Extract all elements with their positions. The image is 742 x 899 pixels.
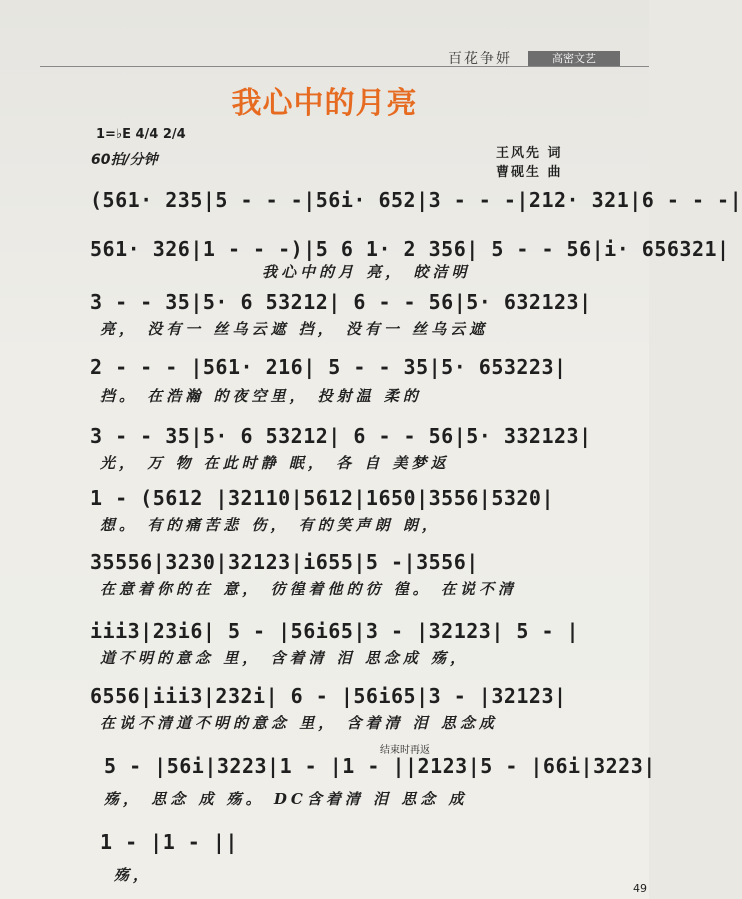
lyric-line: 在意着你的在 意， 彷徨着他的彷 徨。 在说不清 bbox=[100, 580, 517, 598]
header-title: 百花争妍 bbox=[448, 51, 512, 67]
lyric-line: 殇， 思念 成 殇。 DC含着清 泪 思念 成 bbox=[104, 790, 468, 808]
notation-line: 3 - - 35|5· 6 53212| 6 - - 56|5· 332123| bbox=[90, 424, 592, 448]
lyric-line: 想。 有的痛苦悲 伤， 有的笑声朗 朗， bbox=[100, 516, 441, 534]
lyric-line: 在说不清道不明的意念 里， 含着清 泪 思念成 bbox=[100, 714, 498, 732]
header-divider bbox=[40, 66, 649, 67]
notation-line: 3 - - 35|5· 6 53212| 6 - - 56|5· 632123| bbox=[90, 290, 592, 314]
notation-line: 6556|iii3|232i| 6 - |56i65|3 - |32123| bbox=[90, 684, 567, 708]
notation-line: 2 - - - |561· 216| 5 - - 35|5· 653223| bbox=[90, 355, 567, 379]
notation-line: iii3|23i6| 5 - |56i65|3 - |32123| 5 - | bbox=[90, 619, 580, 643]
notation-line: 5 - |56i|3223|1 - |1 - ||2123|5 - |66i|3223| bbox=[104, 754, 656, 778]
lyric-line: 光， 万 物 在此时静 眠， 各 自 美梦返 bbox=[100, 454, 450, 472]
lyric-line: 道不明的意念 里， 含着清 泪 思念成 殇， bbox=[100, 649, 470, 667]
song-title: 我心中的月亮 bbox=[231, 86, 418, 121]
notation-line: 1 - (5612 |32110|5612|1650|3556|5320| bbox=[90, 486, 555, 510]
notation-line: 1 - |1 - || bbox=[100, 830, 238, 854]
notation-line: 35556|3230|32123|i655|5 -|3556| bbox=[90, 550, 479, 574]
notation-line: (561· 235|5 - - -|56i· 652|3 - - -|212· 321|6 - - -| bbox=[90, 188, 742, 212]
lyric-line: 我心中的月 亮， 皎洁明 bbox=[262, 263, 471, 281]
coda-label: 结束时再返 bbox=[380, 745, 430, 756]
key-signature: 1=♭E 4/4 2/4 bbox=[96, 127, 186, 142]
lyric-line: 挡。 在浩瀚 的夜空里， 投射温 柔的 bbox=[100, 387, 422, 405]
header-badge: 高密文艺 bbox=[528, 51, 620, 67]
tempo-marking: 60拍/分钟 bbox=[91, 152, 158, 168]
lyric-line: 亮， 没有一 丝乌云遮 挡， 没有一 丝乌云遮 bbox=[100, 320, 489, 338]
composer-credit: 曹砚生 曲 bbox=[496, 165, 563, 180]
lyricist-credit: 王风先 词 bbox=[496, 146, 563, 161]
lyric-line: 殇， bbox=[114, 866, 153, 884]
notation-line: 561· 326|1 - - -)|5 6 1· 2 356| 5 - - 56|i· 656321| bbox=[90, 237, 730, 261]
page-number: 49 bbox=[633, 882, 647, 895]
